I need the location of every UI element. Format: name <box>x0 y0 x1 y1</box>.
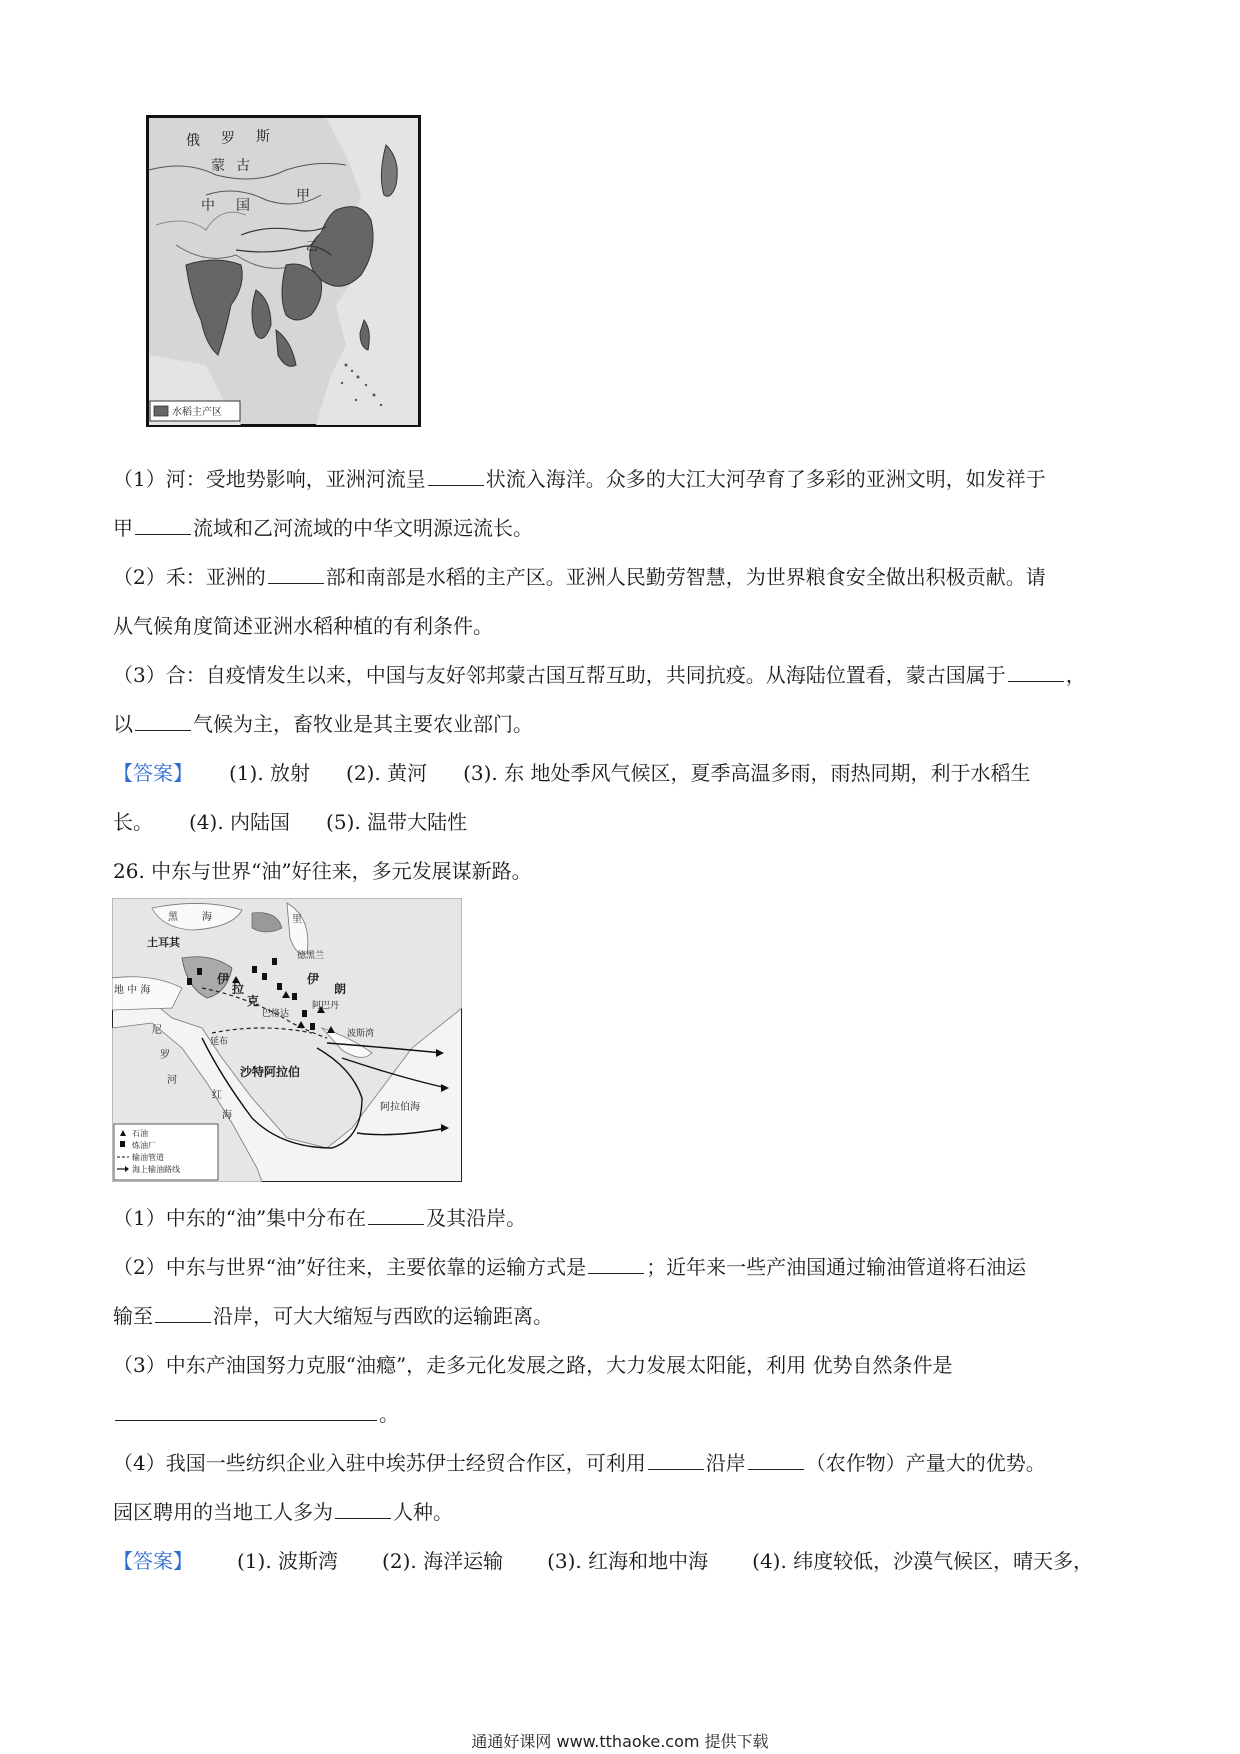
q26-title: 26. 中东与世界“油”好往来，多元发展谋新路。 <box>113 859 532 883</box>
map2-label: 波斯湾 <box>347 1029 375 1039</box>
q25-part3-line1: （3）合：自疫情发生以来，中国与友好邻邦蒙古国互帮互助，共同抗疫。从海陆位置看，蒙古国属于 ， <box>113 663 1086 687</box>
map1-label: 乙 <box>306 239 319 253</box>
map1-label: 俄 <box>186 133 200 149</box>
answer-blank[interactable] <box>155 1304 211 1323</box>
map2-label: 尼 <box>152 1025 162 1036</box>
answer-blank[interactable] <box>135 516 191 535</box>
answer-blank[interactable] <box>748 1451 804 1470</box>
map2-label: 土耳其 <box>147 936 180 949</box>
asia-rice-map <box>146 115 421 427</box>
page-footer: 通通好课网 www.tthaoke.com 提供下载 <box>471 1732 769 1751</box>
map2-label: 伊 <box>307 972 320 986</box>
map1-legend: 水稻主产区 <box>172 407 222 418</box>
answer-tag: 【答案】 <box>113 761 193 785</box>
map2-label: 地 中 海 <box>114 985 151 996</box>
q25-part1-line1: （1）河：受地势影响，亚洲河流呈 状流入海洋。众多的大江大河孕育了多彩的亚洲文明，如发祥于 <box>113 467 1046 491</box>
map2-label: 海 <box>222 1110 232 1121</box>
q26-part2-line2: 输至 沿岸，可大大缩短与西欧的运输距离。 <box>113 1304 553 1328</box>
map2-legend-item: 海上输油路线 <box>132 1165 180 1174</box>
q25-answer-line2: 长。 (4). 内陆国 (5). 温带大陆性 <box>113 810 468 834</box>
map1-label: 古 <box>236 158 250 174</box>
map2-label: 河 <box>167 1075 177 1086</box>
answer-blank[interactable] <box>428 467 484 486</box>
map2-label: 阿拉伯海 <box>380 1102 420 1113</box>
answer-blank[interactable] <box>135 712 191 731</box>
map2-label: 里 <box>292 914 302 925</box>
map2-label: 伊 <box>217 972 230 986</box>
map2-label: 克 <box>247 994 260 1008</box>
map2-legend-item: 输油管道 <box>132 1153 164 1162</box>
map1-label: 蒙 <box>211 158 225 174</box>
map2-label: 延布 <box>210 1037 229 1047</box>
q26-part2-line1: （2）中东与世界“油”好往来，主要依靠的运输方式是 ；近年来一些产油国通过输油管道将石油运 <box>113 1255 1027 1279</box>
q26-part4-line2: 园区聘用的当地工人多为 人种。 <box>113 1500 453 1524</box>
q25-part1-line2: 甲 流域和乙河流域的中华文明源远流长。 <box>113 516 533 540</box>
map2-label: 黑 <box>168 912 178 923</box>
answer-blank[interactable] <box>648 1451 704 1470</box>
middle-east-oil-map <box>112 898 462 1182</box>
map2-label: 罗 <box>160 1050 170 1061</box>
map1-label: 罗 <box>221 131 235 147</box>
answer-tag: 【答案】 <box>113 1549 193 1573</box>
q26-part1: （1）中东的“油”集中分布在 及其沿岸。 <box>113 1206 527 1230</box>
q26-answer-line1: 【答案】 (1). 波斯湾 (2). 海洋运输 (3). 红海和地中海 (4). 纬度较低，沙漠气候区，晴天多， <box>113 1549 1094 1573</box>
q25-part2-line2: 从气候角度简述亚洲水稻种植的有利条件。 <box>113 614 493 638</box>
map2-label: 海 <box>202 912 212 923</box>
map2-label: 红 <box>212 1090 222 1101</box>
q25-part2-line1: （2）禾：亚洲的 部和南部是水稻的主产区。亚洲人民勤劳智慧，为世界粮食安全做出积极贡献。请 <box>113 565 1046 589</box>
map2-label: 巴格达 <box>262 1009 290 1019</box>
q26-part3-line2: 。 <box>113 1401 1133 1427</box>
answer-blank[interactable] <box>115 1402 377 1421</box>
map1-label: 国 <box>236 198 250 214</box>
map1-label: 斯 <box>256 129 270 145</box>
q25-part3-line2: 以 气候为主，畜牧业是其主要农业部门。 <box>113 712 533 736</box>
map2-label: 拉 <box>232 982 245 996</box>
answer-blank[interactable] <box>335 1500 391 1519</box>
map2-legend-item: 石油 <box>132 1129 148 1138</box>
map2-legend-item: 炼油厂 <box>132 1141 156 1150</box>
map2-label: 沙特阿拉伯 <box>240 1065 301 1079</box>
q25-answer-line1: 【答案】 (1). 放射 (2). 黄河 (3). 东 地处季风气候区，夏季高温多雨，雨热同期，利于水稻生 <box>113 761 1031 785</box>
answer-blank[interactable] <box>368 1206 424 1225</box>
map2-label: 朗 <box>334 982 347 996</box>
answer-blank[interactable] <box>268 565 324 584</box>
map1-label: 中 <box>201 198 215 214</box>
answer-blank[interactable] <box>1008 663 1064 682</box>
q26-part3-line1: （3）中东产油国努力克服“油瘾”，走多元化发展之路，大力发展太阳能，利用 优势自然条件是 <box>113 1353 953 1377</box>
map2-label: 德黑兰 <box>297 951 325 961</box>
map2-label: 阿巴丹 <box>312 1001 340 1011</box>
answer-blank[interactable] <box>588 1255 644 1274</box>
q26-part4-line1: （4）我国一些纺织企业入驻中埃苏伊士经贸合作区，可利用 沿岸 （农作物）产量大的优势。 <box>113 1451 1046 1475</box>
map1-label: 甲 <box>296 188 310 204</box>
